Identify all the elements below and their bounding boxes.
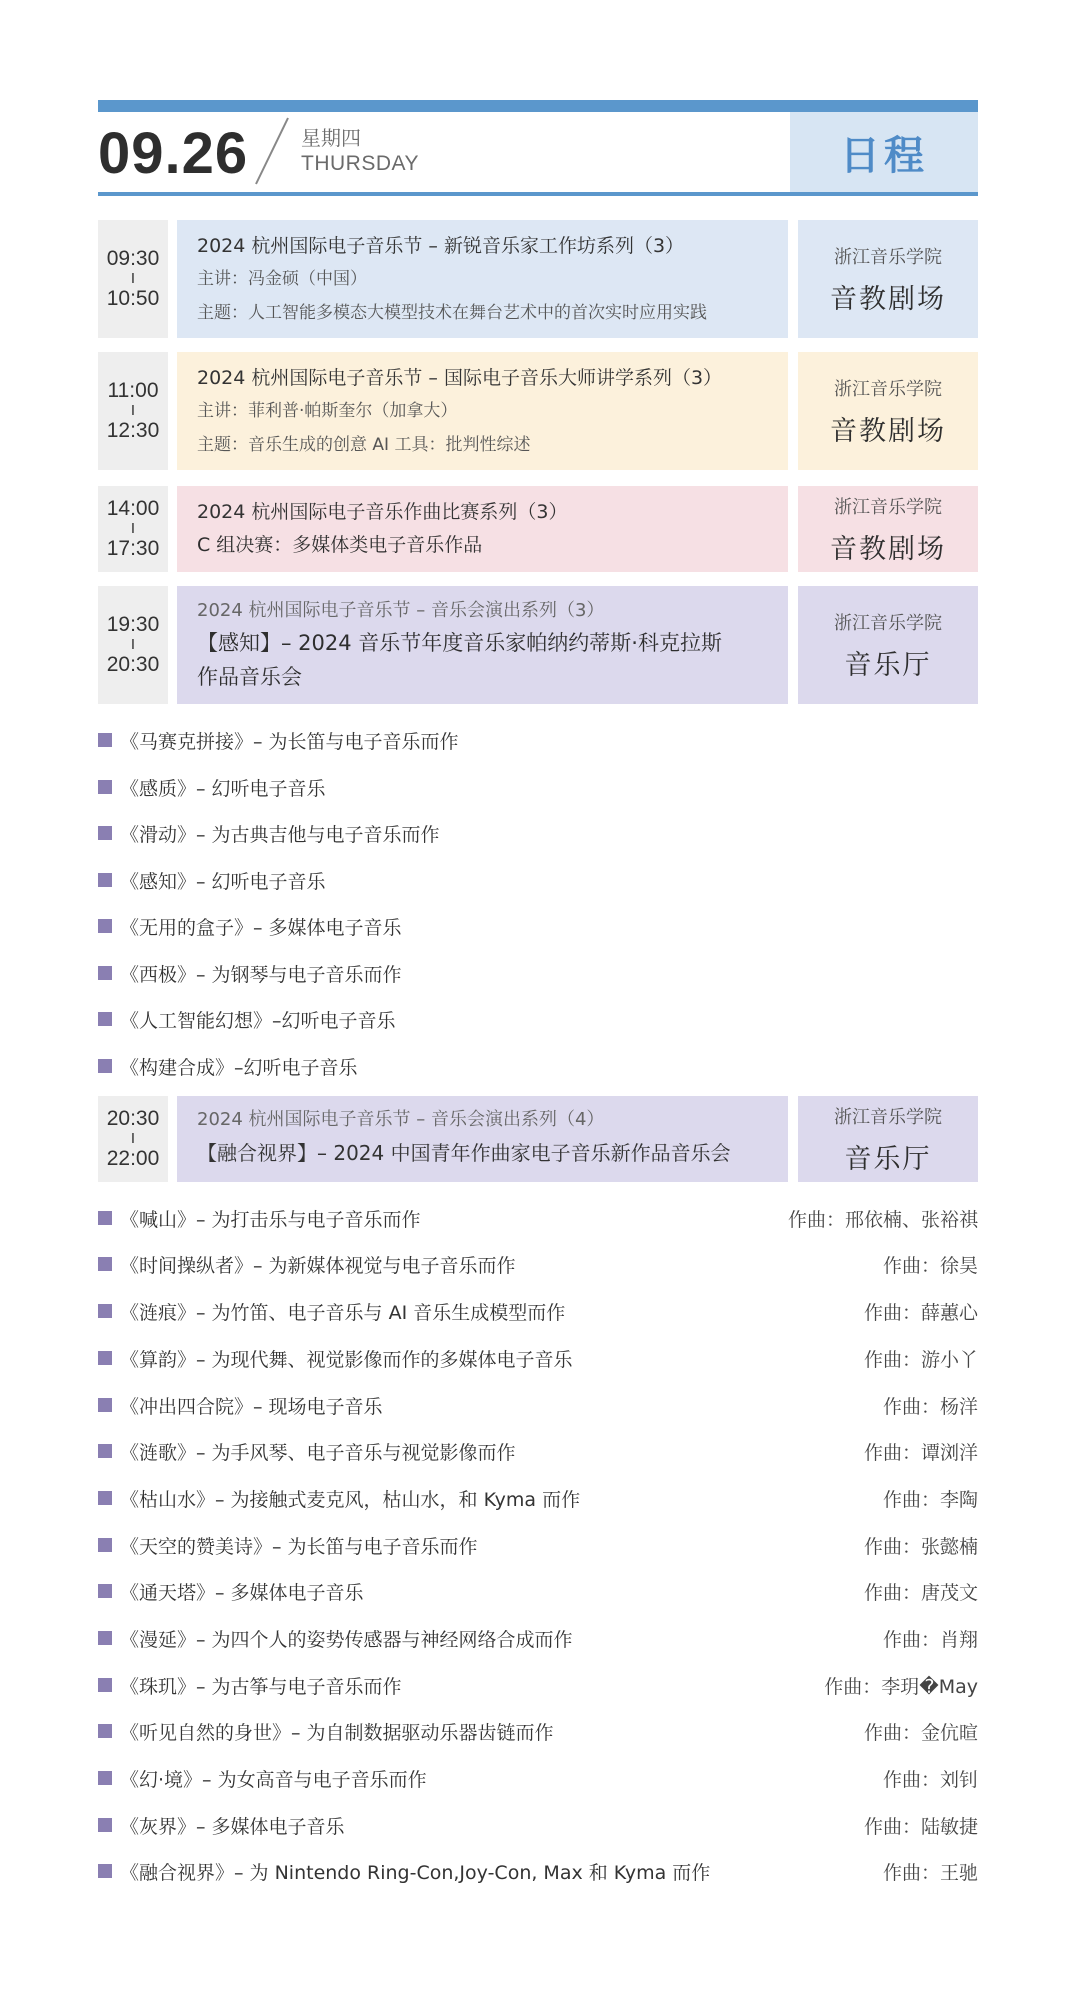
square-bullet-icon <box>98 1304 112 1318</box>
time-end: 20:30 <box>106 653 160 676</box>
slash-divider <box>250 112 294 192</box>
square-bullet-icon <box>98 1398 112 1412</box>
work-title: 《西极》– 为钢琴与电子音乐而作 <box>120 963 402 986</box>
list-item <box>98 1623 978 1653</box>
time-separator: I <box>130 402 136 419</box>
square-bullet-icon <box>98 1631 112 1645</box>
square-bullet-icon <box>98 1211 112 1225</box>
time-start: 14:00 <box>106 497 160 520</box>
session-line: 主题：音乐生成的创意 AI 工具：批判性综述 <box>197 435 531 455</box>
square-bullet-icon <box>98 733 112 747</box>
list-item <box>98 1483 978 1513</box>
list-item <box>98 725 978 755</box>
work-composer: 作曲：李陶 <box>882 1488 978 1511</box>
work-title: 《听见自然的身世》– 为自制数据驱动乐器齿链而作 <box>120 1721 554 1744</box>
work-title: 《珠玑》– 为古筝与电子音乐而作 <box>120 1675 402 1698</box>
weekday-cn: 星期四 <box>301 126 361 150</box>
session-content <box>177 220 788 338</box>
work-composer: 作曲：谭浏洋 <box>863 1441 978 1464</box>
session-time <box>98 486 168 572</box>
work-title: 《天空的赞美诗》– 为长笛与电子音乐而作 <box>120 1535 478 1558</box>
session-line: 主讲：菲利普·帕斯奎尔（加拿大） <box>197 401 458 421</box>
square-bullet-icon <box>98 873 112 887</box>
session-title: 2024 杭州国际电子音乐节 – 音乐会演出系列（4） <box>197 1109 605 1130</box>
venue-hall: 音乐厅 <box>844 1143 932 1175</box>
time-end: 17:30 <box>106 537 160 560</box>
list-item <box>98 1203 978 1233</box>
venue-school: 浙江音乐学院 <box>834 496 942 518</box>
list-item <box>98 958 978 988</box>
work-composer: 作曲：金伉暄 <box>863 1721 978 1744</box>
time-separator: I <box>130 270 136 287</box>
square-bullet-icon <box>98 1012 112 1026</box>
time-separator: I <box>130 636 136 653</box>
time-start: 19:30 <box>106 613 160 636</box>
square-bullet-icon <box>98 1351 112 1365</box>
list-item <box>98 1051 978 1081</box>
venue-hall: 音教剧场 <box>830 533 946 565</box>
work-title: 《滑动》– 为古典吉他与电子音乐而作 <box>120 823 440 846</box>
date-header <box>98 112 978 192</box>
list-item <box>98 1810 978 1840</box>
square-bullet-icon <box>98 1724 112 1738</box>
session-line: C 组决赛：多媒体类电子音乐作品 <box>197 534 483 556</box>
session-card <box>98 220 978 338</box>
list-item <box>98 1249 978 1279</box>
square-bullet-icon <box>98 1257 112 1271</box>
session-line: 主讲：冯金硕（中国） <box>197 269 367 289</box>
list-item <box>98 1763 978 1793</box>
list-item <box>98 1004 978 1034</box>
venue-hall: 音教剧场 <box>830 415 946 447</box>
session-venue <box>798 220 978 338</box>
work-title: 《漫延》– 为四个人的姿势传感器与神经网络合成而作 <box>120 1628 573 1651</box>
work-composer: 作曲：游小丫 <box>863 1348 978 1371</box>
list-item <box>98 1530 978 1560</box>
session-content <box>177 586 788 704</box>
time-end: 22:00 <box>106 1147 160 1170</box>
work-title: 《马赛克拼接》– 为长笛与电子音乐而作 <box>120 730 459 753</box>
session-venue <box>798 486 978 572</box>
session-content <box>177 352 788 470</box>
list-item <box>98 772 978 802</box>
work-composer: 作曲：唐茂文 <box>863 1581 978 1604</box>
session-line: 主题：人工智能多模态大模型技术在舞台艺术中的首次实时应用实践 <box>197 303 707 323</box>
session-line: 【感知】– 2024 音乐节年度音乐家帕纳约蒂斯·科克拉斯 <box>197 631 722 655</box>
square-bullet-icon <box>98 1491 112 1505</box>
session-title: 2024 杭州国际电子音乐节 – 音乐会演出系列（3） <box>197 600 605 621</box>
session-title: 2024 杭州国际电子音乐节 – 新锐音乐家工作坊系列（3） <box>197 235 685 257</box>
work-title: 《灰界》– 多媒体电子音乐 <box>120 1815 345 1838</box>
list-item <box>98 865 978 895</box>
work-title: 《人工智能幻想》–幻听电子音乐 <box>120 1009 396 1032</box>
work-composer: 作曲：李玥�May <box>824 1675 978 1698</box>
session-venue <box>798 352 978 470</box>
list-item <box>98 1716 978 1746</box>
list-item <box>98 818 978 848</box>
work-title: 《感知》– 幻听电子音乐 <box>120 870 326 893</box>
time-end: 10:50 <box>106 287 160 310</box>
square-bullet-icon <box>98 1818 112 1832</box>
list-item <box>98 911 978 941</box>
work-composer: 作曲：陆敏捷 <box>863 1815 978 1838</box>
work-title: 《无用的盒子》– 多媒体电子音乐 <box>120 916 402 939</box>
work-composer: 作曲：杨洋 <box>882 1395 978 1418</box>
session-content <box>177 486 788 572</box>
square-bullet-icon <box>98 1538 112 1552</box>
square-bullet-icon <box>98 1864 112 1878</box>
square-bullet-icon <box>98 1059 112 1073</box>
session-title: 2024 杭州国际电子音乐节 – 国际电子音乐大师讲学系列（3） <box>197 367 723 389</box>
work-composer: 作曲：邢依楠、张裕祺 <box>787 1208 978 1231</box>
work-title: 《涟痕》– 为竹笛、电子音乐与 AI 音乐生成模型而作 <box>120 1301 566 1324</box>
work-title: 《算韵》– 为现代舞、视觉影像而作的多媒体电子音乐 <box>120 1348 573 1371</box>
list-item <box>98 1670 978 1700</box>
work-title: 《通天塔》– 多媒体电子音乐 <box>120 1581 364 1604</box>
work-composer: 作曲：刘钊 <box>882 1768 978 1791</box>
time-separator: I <box>130 520 136 537</box>
session-time <box>98 1096 168 1182</box>
schedule-badge <box>790 112 978 192</box>
time-start: 11:00 <box>107 379 159 402</box>
venue-school: 浙江音乐学院 <box>834 246 942 268</box>
session-card <box>98 486 978 572</box>
schedule-label: 日程 <box>840 132 928 179</box>
session-venue <box>798 586 978 704</box>
work-composer: 作曲：张懿楠 <box>863 1535 978 1558</box>
weekday-en: THURSDAY <box>301 152 419 175</box>
venue-hall: 音乐厅 <box>844 649 932 681</box>
work-composer: 作曲：徐昊 <box>882 1254 978 1277</box>
work-title: 《涟歌》– 为手风琴、电子音乐与视觉影像而作 <box>120 1441 516 1464</box>
session-line: 作品音乐会 <box>197 665 302 689</box>
time-start: 09:30 <box>106 247 160 270</box>
venue-hall: 音教剧场 <box>830 283 946 315</box>
square-bullet-icon <box>98 1444 112 1458</box>
square-bullet-icon <box>98 1678 112 1692</box>
session-card <box>98 352 978 470</box>
venue-school: 浙江音乐学院 <box>834 1106 942 1128</box>
work-title: 《融合视界》– 为 Nintendo Ring-Con,Joy-Con, Max 和 Kyma 而作 <box>120 1861 711 1884</box>
session-card <box>98 586 978 704</box>
work-title: 《感质》– 幻听电子音乐 <box>120 777 326 800</box>
venue-school: 浙江音乐学院 <box>834 612 942 634</box>
header-top-bar <box>98 100 978 112</box>
square-bullet-icon <box>98 1584 112 1598</box>
venue-school: 浙江音乐学院 <box>834 378 942 400</box>
session-venue <box>798 1096 978 1182</box>
time-end: 12:30 <box>106 419 160 442</box>
session-title: 2024 杭州国际电子音乐作曲比赛系列（3） <box>197 501 568 523</box>
session-time <box>98 220 168 338</box>
work-title: 《时间操纵者》– 为新媒体视觉与电子音乐而作 <box>120 1254 516 1277</box>
work-title: 《冲出四合院》– 现场电子音乐 <box>120 1395 383 1418</box>
time-start: 20:30 <box>106 1107 160 1130</box>
square-bullet-icon <box>98 826 112 840</box>
square-bullet-icon <box>98 780 112 794</box>
square-bullet-icon <box>98 1771 112 1785</box>
work-title: 《喊山》– 为打击乐与电子音乐而作 <box>120 1208 421 1231</box>
list-item <box>98 1343 978 1373</box>
list-item <box>98 1576 978 1606</box>
header-bottom-bar <box>98 192 978 196</box>
session-content <box>177 1096 788 1182</box>
date-label: 09.26 <box>98 121 249 186</box>
session-line: 【融合视界】– 2024 中国青年作曲家电子音乐新作品音乐会 <box>197 1141 731 1165</box>
work-composer: 作曲：王驰 <box>882 1861 978 1884</box>
work-title: 《枯山水》– 为接触式麦克风，枯山水，和 Kyma 而作 <box>120 1488 581 1511</box>
work-composer: 作曲：薛蕙心 <box>863 1301 978 1324</box>
list-item <box>98 1390 978 1420</box>
list-item <box>98 1296 978 1326</box>
work-title: 《幻·境》– 为女高音与电子音乐而作 <box>120 1768 427 1791</box>
time-separator: I <box>130 1130 136 1147</box>
list-item <box>98 1856 978 1886</box>
session-card <box>98 1096 978 1182</box>
list-item <box>98 1436 978 1466</box>
session-time <box>98 352 168 470</box>
square-bullet-icon <box>98 966 112 980</box>
work-title: 《构建合成》–幻听电子音乐 <box>120 1056 358 1079</box>
session-time <box>98 586 168 704</box>
square-bullet-icon <box>98 919 112 933</box>
work-composer: 作曲：肖翔 <box>882 1628 978 1651</box>
